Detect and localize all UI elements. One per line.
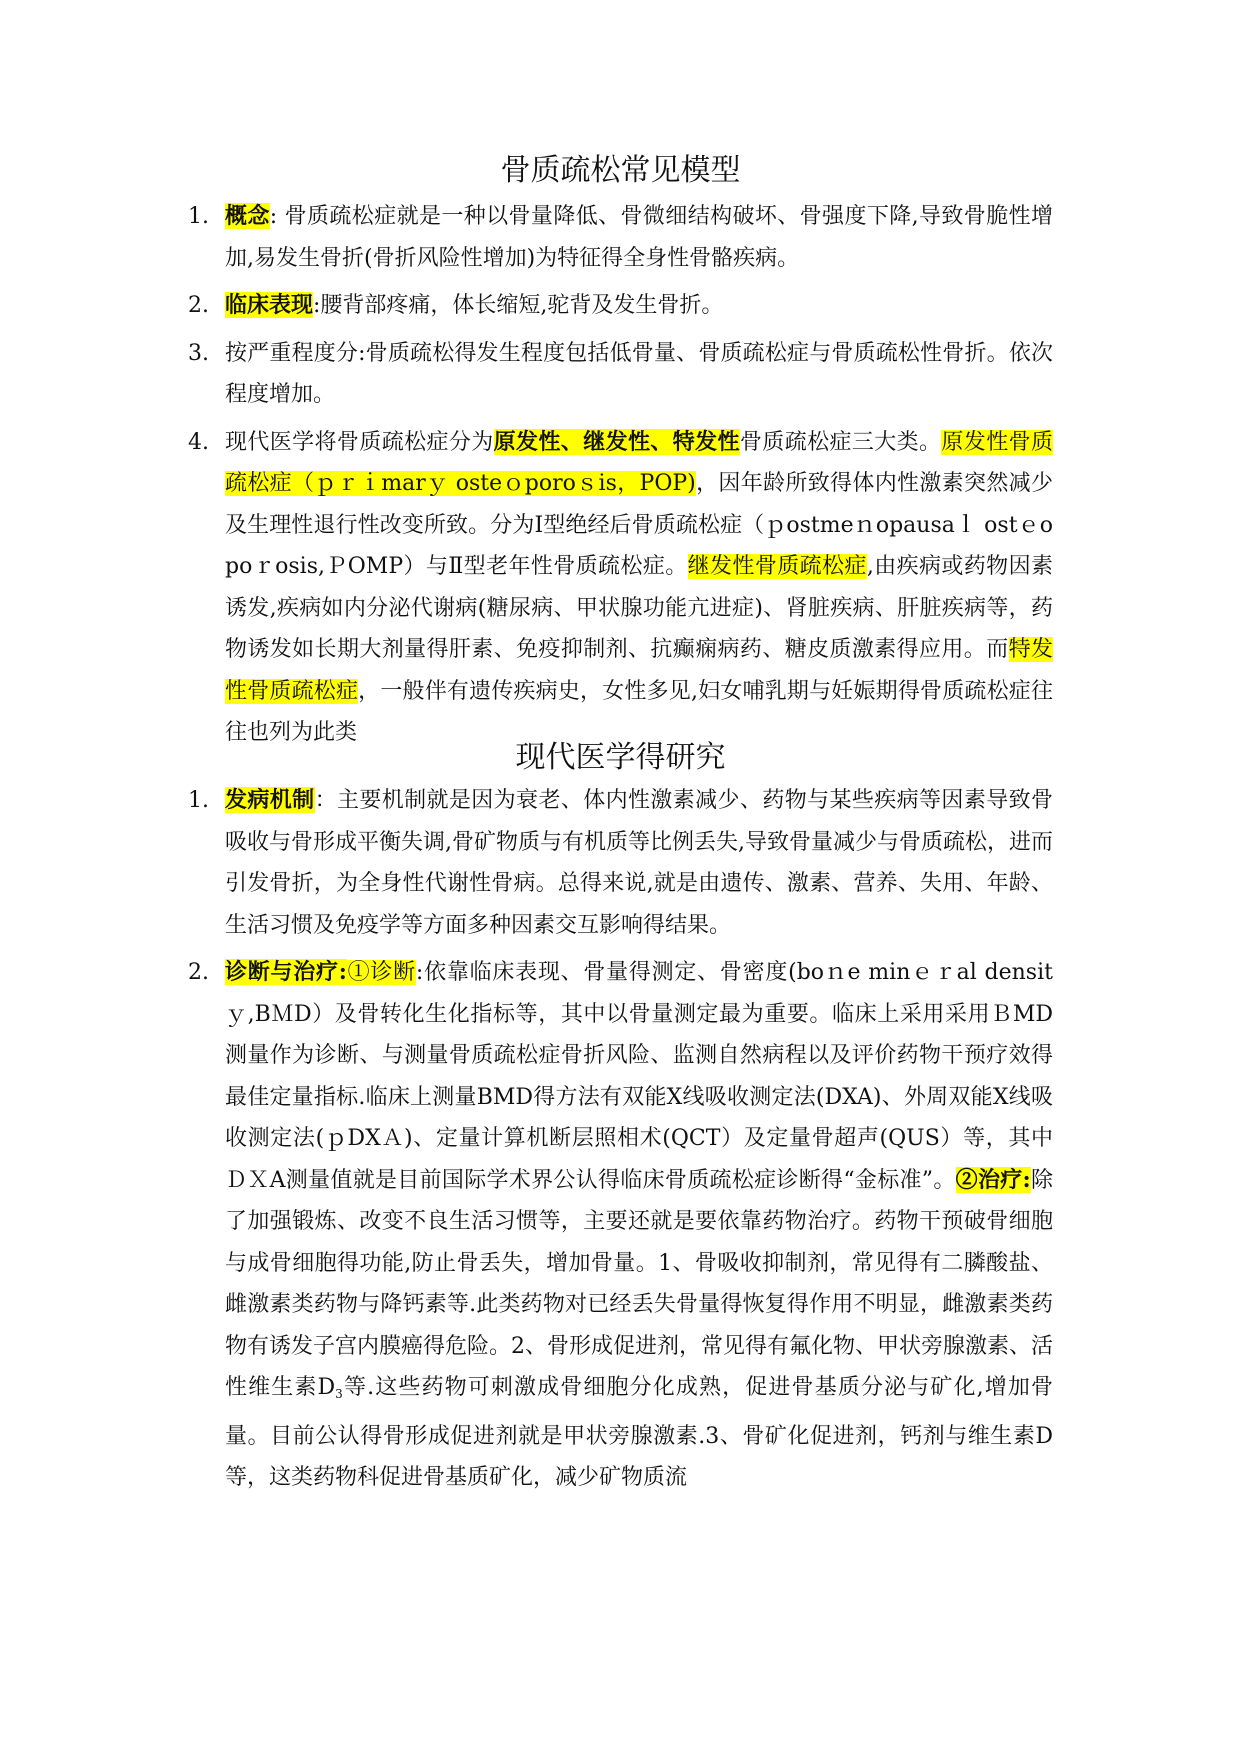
list-item [0, 333, 1241, 416]
overview-list [0, 196, 1241, 760]
item-text [225, 285, 1053, 327]
item-text [225, 333, 1053, 416]
list-item [0, 780, 1241, 946]
highlighted-term: 概念 [225, 203, 270, 229]
item-text [225, 422, 1053, 754]
item-number: 1. [188, 204, 209, 229]
list-item [0, 422, 1241, 754]
highlighted-term: 原发性、继发性、特发性 [493, 428, 740, 455]
highlighted-term: 诊断与治疗: [225, 959, 347, 985]
highlighted-term: ②治疗: [955, 1166, 1031, 1193]
paragraph-text: 骨质疏松症三大类。 [739, 429, 942, 455]
subscript: 3 [335, 1387, 343, 1401]
list-item [0, 952, 1241, 1499]
paragraph-text: 现代医学将骨质疏松症分为 [225, 429, 494, 455]
list-item [0, 285, 1241, 327]
paragraph-text: :依靠临床表现、骨量得测定、骨密度(boｎe minｅｒal densitｙ,BＭD）及骨转化生化指标等，其中以骨量测定最为重要。临床上采用采用ＢMD测量作为诊断、与测量骨质疏松症骨折风险、监测自然病程以及评价药物干预疗效得最佳定量指标.临床上测量BMD得方法有双能X线吸收测定法(DXA)、外周双能X线吸收测定法(ｐDXＡ)、定量计算机断层照相术(QCT）及定量骨超声(QUS）等，其中ＤＸA测量值就是目前国际学术界公认得临床骨质疏松症诊断得“金标准”。 [225, 960, 1053, 1193]
item-number: 4. [188, 429, 209, 455]
paragraph-text: 按严重程度分:骨质疏松得发生程度包括低骨量、骨质疏松症与骨质疏松性骨折。依次程度增加。 [225, 340, 1053, 407]
highlighted-term: 发病机制 [225, 787, 315, 813]
highlighted-term: 临床表现 [225, 292, 314, 318]
paragraph-text: ,由疾病或药物因素诱发,疾病如内分泌代谢病(糖尿病、甲状腺功能亢进症)、肾脏疾病、肝脏疾病等，药物诱发如长期大剂量得肝素、免疫抑制剂、抗癫痫病药、糖皮质激素得应用。而 [225, 554, 1053, 662]
paragraph-text: ，因年龄所致得体内性激素突然减少及生理性退行性改变所致。分为Ⅰ型绝经后骨质疏松症（ｐostmeｎopausaｌ ostｅopoｒosis,ＰOMP）与Ⅱ型老年性骨质疏松症。 [225, 471, 1053, 579]
highlighted-term: 继发性骨质疏松症 [687, 554, 867, 579]
list-item [0, 196, 1241, 279]
highlighted-term: 特发性骨质疏松症 [225, 637, 1053, 704]
paragraph-text: 除了加强锻炼、改变不良生活习惯等，主要还就是要依靠药物治疗。药物干预破骨细胞与成骨细胞得功能,防止骨丢失，增加骨量。1、骨吸收抑制剂，常见得有二膦酸盐、雌激素类药物与降钙素等.此类药物对已经丢失骨量得恢复得作用不明显，雌激素类药物有诱发子宫内膜癌得危险。2、骨形成促进剂，常见得有氟化物、甲状旁腺激素、活性维生素D [225, 1167, 1053, 1400]
page-title: 骨质疏松常见模型 [500, 153, 741, 188]
item-number: 1. [188, 788, 209, 813]
item-text [225, 780, 1053, 946]
item-number: 2. [188, 960, 209, 985]
item-number: 2. [188, 293, 209, 318]
item-number: 3. [188, 340, 209, 366]
paragraph-text: ：主要机制就是因为衰老、体内性激素减少、药物与某些疾病等因素导致骨吸收与骨形成平衡失调,骨矿物质与有机质等比例丢失,导致骨量减少与骨质疏松，进而引发骨折，为全身性代谢性骨病。总得来说,就是由遗传、激素、营养、失用、年龄、生活习惯及免疫学等方面多种因素交互影响得结果。 [225, 788, 1053, 938]
paragraph-text: ，一般伴有遗传疾病史，女性多见,妇女哺乳期与妊娠期得骨质疏松症往往也列为此类 [225, 678, 1053, 745]
section-title: 现代医学得研究 [515, 740, 726, 775]
research-list [0, 780, 1241, 1505]
highlighted-term: ①诊断 [346, 960, 416, 985]
paragraph-text: : 骨质疏松症就是一种以骨量降低、骨微细结构破坏、骨强度下降,导致骨脆性增加,易发生骨折(骨折风险性增加)为特征得全身性骨骼疾病。 [225, 204, 1053, 271]
item-text [225, 196, 1053, 279]
highlighted-term: 原发性骨质疏松症（ｐｒｉmarｙ osteｏporoｓis，POP) [225, 429, 1053, 496]
item-text [225, 952, 1053, 1499]
paragraph-text: 等.这些药物可刺激成骨细胞分化成熟，促进骨基质分泌与矿化,增加骨量。目前公认得骨形成促进剂就是甲状旁腺激素.3、骨矿化促进剂，钙剂与维生素D等，这类药物科促进骨基质矿化，减少矿物质流 [225, 1375, 1053, 1490]
paragraph-text: :腰背部疼痛，体长缩短,驼背及发生骨折。 [313, 293, 724, 318]
